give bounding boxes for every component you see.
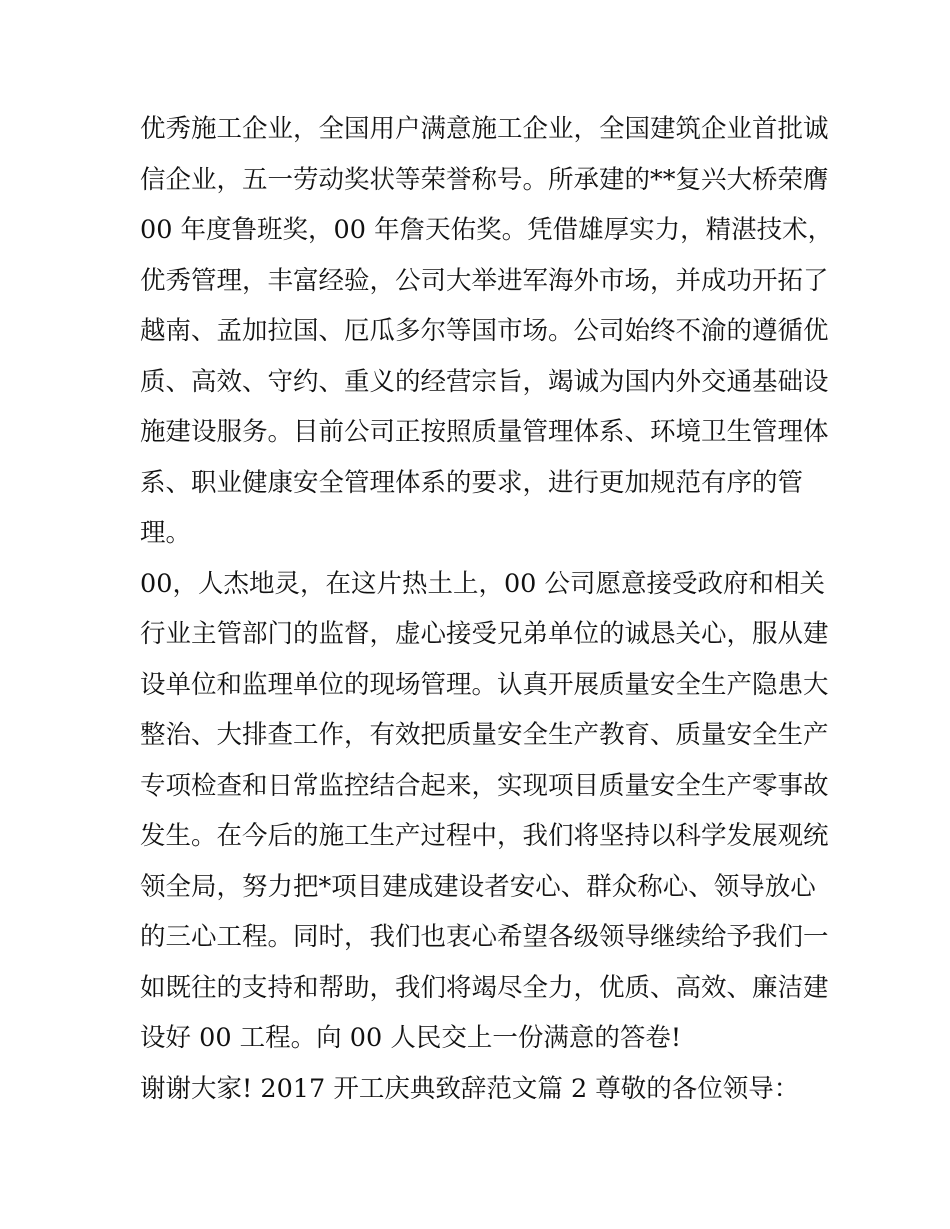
text-line: 越南、孟加拉国、厄瓜多尔等国市场。公司始终不渝的遵循优 — [140, 316, 829, 346]
text-line: 专项检查和日常监控结合起来，实现项目质量安全生产零事故 — [140, 771, 829, 801]
text-line: 如既往的支持和帮助，我们将竭尽全力，优质、高效、廉洁建 — [140, 973, 829, 1003]
text-line: 理。 — [140, 518, 192, 548]
text-line: 发生。在今后的施工生产过程中，我们将坚持以科学发展观统 — [140, 821, 829, 851]
text-line: 行业主管部门的监督，虚心接受兄弟单位的诚恳关心，服从建 — [140, 619, 829, 649]
text-line: 的三心工程。同时，我们也衷心希望各级领导继续给予我们一 — [140, 922, 829, 952]
text-line: 设单位和监理单位的现场管理。认真开展质量安全生产隐患大 — [140, 670, 829, 700]
text-line: 设好 00 工程。向 00 人民交上一份满意的答卷! — [140, 1023, 682, 1053]
text-line: 优秀施工企业，全国用户满意施工企业，全国建筑企业首批诚 — [140, 114, 829, 144]
text-line: 整治、大排查工作，有效把质量安全生产教育、质量安全生产 — [140, 720, 829, 750]
text-line: 系、职业健康安全管理体系的要求，进行更加规范有序的管 — [140, 468, 804, 498]
text-line: 信企业，五一劳动奖状等荣誉称号。所承建的**复兴大桥荣膺 — [140, 165, 829, 195]
text-line: 00，人杰地灵，在这片热土上，00 公司愿意接受政府和相关 — [140, 569, 826, 599]
text-line: 施建设服务。目前公司正按照质量管理体系、环境卫生管理体 — [140, 417, 829, 447]
text-line: 优秀管理，丰富经验，公司大举进军海外市场，并成功开拓了 — [140, 266, 829, 296]
text-line: 谢谢大家! 2017 开工庆典致辞范文篇 2 尊敬的各位领导： — [140, 1074, 800, 1104]
text-line: 领全局，努力把*项目建成建设者安心、群众称心、领导放心 — [140, 872, 816, 902]
text-line: 质、高效、守约、重义的经营宗旨，竭诚为国内外交通基础设 — [140, 367, 829, 397]
text-line: 00 年度鲁班奖，00 年詹天佑奖。凭借雄厚实力，精湛技术， — [140, 215, 834, 245]
